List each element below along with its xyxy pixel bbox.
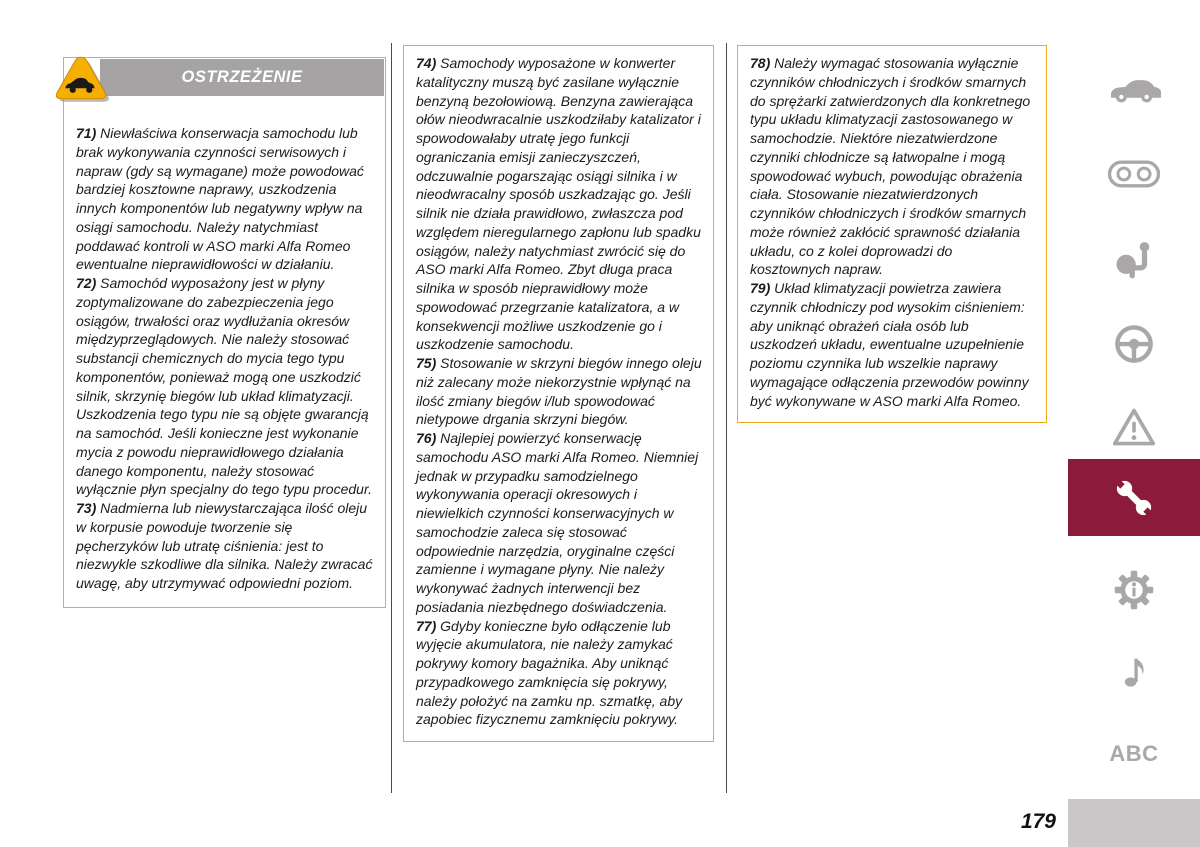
note-number: 77) [416,617,437,634]
sidebar-tab-vehicle[interactable] [1068,64,1200,112]
sidebar-tab-technical-data[interactable] [1068,566,1200,614]
warning-title: OSTRZEŻENIE [181,68,303,87]
note-text: Układ klimatyzacji powietrza zawiera czynnik chłodniczy pod wysokim ciśnieniem: aby uniknąć obrażeń ciała osób lub uszkodzeń układu, ewentualne uzupełnienie poziomu czynnika lub wszelkie naprawy wymagające odłączenia przewodów powinny być wykonywane w ASO marki Alfa Romeo. [750,280,1029,409]
warning-section-continued [403,45,714,742]
abc-label: ABC [1109,741,1159,766]
note-text: Samochody wyposażone w konwerter katalityczny muszą być zasilane wyłącznie benzyną bezołowiową. Benzyna zawierająca ołów nieodwracalnie uszkodziłaby katalizator i spowodowałaby utratę jego funkcji ograniczania emisji zanieczyszczeń, odczuwalnie pogarszając osiągi silnika i w nieodwracalny sposób uszkadzając go. Jeśli silnik nie działa prawidłowo, zwłaszcza pod względem nieregularnego zapłonu lub spadku osiągów, należy natychmiast zwrócić się do ASO marki Alfa Romeo. Zbyt długa praca silnika w sposób nieprawidłowy może spowodować przegrzanie katalizatora, a w konsekwencji możliwe uszkodzenie go i uszkodzenie samochodu. [416,55,701,353]
note-number: 73) [76,500,97,516]
note-71 [76,124,374,274]
sidebar-tab-driving[interactable] [1068,320,1200,368]
sidebar-tab-emergency[interactable] [1068,404,1200,452]
note-number: 71) [76,125,97,141]
note-76 [416,429,702,617]
sidebar-tab-maintenance-active[interactable] [1068,459,1200,536]
warning-header [100,59,384,96]
note-number: 76) [416,430,437,446]
note-text: Nadmierna lub niewystarczająca ilość oleju w korpusie powoduje tworzenie się pęcherzyków lub utratę ciśnienia: jest to niezwykle szkodliwe dla silnika. Należy zwracać uwagę, aby utrzymywać odpowiedni poziom. [76,500,373,591]
note-number: 72) [76,275,97,291]
note-72 [76,274,374,499]
car-icon [1107,73,1161,104]
note-text: Niewłaściwa konserwacja samochodu lub brak wykonywania czynności serwisowych i napraw (gdy są wymagane) może powodować bardziej kosztowne naprawy, uszkodzenia innych komponentów lub negatywny wpływ na osiągi samochodu. Należy natychmiast poddawać kontroli w ASO marki Alfa Romeo ewentualne nieprawidłowości w działaniu. [76,125,364,273]
page-number: 179 [1020,810,1056,833]
note-text: Stosowanie w skrzyni biegów innego oleju niż zalecany może niekorzystnie wpłynąć na ilość zmiany biegów i/lub spowodować nietypowe drgania skrzyni biegów. [416,355,702,428]
note-73 [76,499,374,593]
steering-wheel-icon [1113,323,1155,365]
corner-block [1068,799,1200,847]
warning-car-icon [50,54,112,106]
note-text: Najlepiej powierzyć konserwację samochodu ASO marki Alfa Romeo. Niemniej jednak w przypadku samodzielnego wykonywania operacji okresowych i niewielkich czynności konserwacyjnych w samochodzie zaleca się stosować odpowiednie narzędzia, oryginalne części zamienne i wymagane płyny. Nie należy wykonywać żadnych interwencji bez posiadania niezbędnego doświadczenia. [416,430,699,615]
note-number: 79) [750,280,771,296]
warning-section [63,57,386,608]
sidebar-tab-instrument-panel[interactable] [1068,150,1200,198]
note-78 [750,54,1035,279]
note-number: 75) [416,355,437,371]
sidebar-tab-index[interactable] [1068,730,1200,778]
note-75 [416,354,702,429]
note-79 [750,279,1035,410]
music-note-icon [1114,652,1154,692]
note-number: 74) [416,55,437,71]
column-divider [726,43,727,793]
warning-section-continued [737,45,1047,423]
warning-triangle-icon [1112,406,1156,450]
note-text: Samochód wyposażony jest w płyny zoptymalizowane do zabezpieczenia jego osiągów, trwałości oraz wydłużania okresów międzyprzeglądowych. Nie należy stosować substancji chemicznych do mycia tego typu komponentów, ponieważ mogą one uszkodzić silnik, skrzynię biegów lub układ klimatyzacji. Uszkodzenia tego typu nie są objęte gwarancją na samochód. Jeśli konieczne jest wykonanie mycia z powodu nieprawidłowego działania danego komponentu, należy stosować wyłącznie płyn specjalny do tego typu procedur. [76,275,372,498]
wrench-icon [1111,475,1157,521]
note-text: Należy wymagać stosowania wyłącznie czynników chłodniczych i środków smarnych do sprężarki zatwierdzonych dla konkretnego typu układu klimatyzacji zastosowanego w samochodzie. Niektóre niezatwierdzone czynniki chłodnicze są łatwopalne i mogą spowodować wybuch, powodując obrażenia ciała. Stosowanie niezatwierdzonych czynników chłodniczych i środków smarnych może również zakłócić sprawność działania układu, co z kolei doprowadzi do kosztownych napraw. [750,55,1031,278]
note-74 [416,54,702,354]
airbag-icon [1113,239,1155,281]
note-text: Gdyby konieczne było odłączenie lub wyjęcie akumulatora, nie należy zamykać pokrywy komory bagażnika. Aby uniknąć przypadkowego zamknięcia się pokrywy, należy położyć na zamku np. szmatkę, aby zapobiec fizycznemu zamknięciu pokrywy. [416,617,683,728]
column-divider [391,43,392,793]
gear-info-icon [1112,568,1156,612]
note-number: 78) [750,55,771,71]
section-tab-bar [1068,0,1200,847]
sidebar-tab-multimedia[interactable] [1068,648,1200,696]
note-77 [416,617,702,730]
instrument-cluster-icon [1107,157,1161,191]
sidebar-tab-safety[interactable] [1068,236,1200,284]
